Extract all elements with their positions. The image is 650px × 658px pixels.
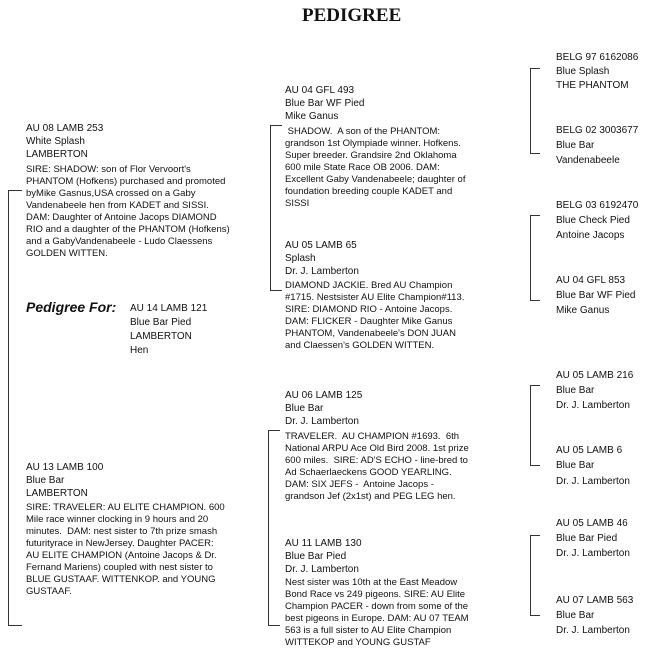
bracket-ds-bottom bbox=[530, 465, 540, 466]
ggp-4-color: Blue Bar WF Pied bbox=[556, 290, 636, 301]
bracket-dd-top bbox=[530, 535, 540, 536]
bracket-ss bbox=[530, 68, 531, 153]
dam-sire-description: TRAVELER. AU CHAMPION #1693. 6th National ARPU Ace Old Bird 2008. 1st prize 600 miles. SIRE: AD'S ECHO - line-bred to Ad Schaerlaeckens GOOD YEARLING. DAM: SIX JEFS - Antoine Jacops - grandson Jef (2x1st) and PEG LEG hen. bbox=[285, 431, 469, 502]
ggp-5-color: Blue Bar bbox=[556, 385, 595, 396]
ggp-7-id: AU 05 LAMB 46 bbox=[556, 518, 628, 529]
ggp-1-id: BELG 97 6162086 bbox=[556, 52, 639, 63]
sire-color: White Splash bbox=[26, 136, 85, 147]
ggp-2-id: BELG 02 3003677 bbox=[556, 125, 639, 136]
ggp-3-color: Blue Check Pied bbox=[556, 215, 630, 226]
subject-id: AU 14 LAMB 121 bbox=[130, 303, 208, 314]
bracket-sd-bottom bbox=[530, 300, 540, 301]
sire-sire-color: Blue Bar WF Pied bbox=[285, 98, 365, 109]
bracket-subject-bottom bbox=[8, 625, 22, 626]
dam-color: Blue Bar bbox=[26, 475, 65, 486]
sire-breeder: LAMBERTON bbox=[26, 149, 88, 160]
bracket-ds-top bbox=[530, 385, 540, 386]
dam-description: SIRE: TRAVELER: AU ELITE CHAMPION. 600 Mile race winner clocking in 9 hours and 20 minutes. DAM: nest sister to 7th prize smash futurityrace in NewJersey. Daughter PACER: AU ELITE CHAMPION (Antoine Jacops & Dr. Fernand Mariens) coupled with nest sister to BLUE GUSTAAF. WITTENKOP. and YOUNG GUSTAAF. bbox=[26, 502, 225, 597]
ggp-8-color: Blue Bar bbox=[556, 610, 595, 621]
ggp-8-breeder: Dr. J. Lamberton bbox=[556, 625, 630, 636]
bracket-dam bbox=[268, 430, 269, 625]
bracket-sd bbox=[530, 215, 531, 300]
ggp-5-breeder: Dr. J. Lamberton bbox=[556, 400, 630, 411]
page-title: PEDIGREE bbox=[302, 5, 402, 26]
sire-description: SIRE: SHADOW: son of Flor Vervoort's PHANTOM (Hofkens) purchased and promoted byMike Gasnus,USA crossed on a Gaby Vandenabeele hen from KADET and SISSI. DAM: Daughter of Antoine Jacops DIAMOND RIO and a daughter of the PHANTOM (Hofkens) and a GabyVandenabeele - Ludo Claessens GOLDEN WITTEN. bbox=[26, 164, 230, 259]
dam-breeder: LAMBERTON bbox=[26, 488, 88, 499]
dam-sire-id: AU 06 LAMB 125 bbox=[285, 390, 363, 401]
ggp-1-breeder: THE PHANTOM bbox=[556, 80, 629, 91]
ggp-4-breeder: Mike Ganus bbox=[556, 305, 610, 316]
ggp-7-color: Blue Bar Pied bbox=[556, 533, 618, 544]
ggp-2-color: Blue Bar bbox=[556, 140, 595, 151]
bracket-sire-bottom bbox=[270, 290, 282, 291]
bracket-sire bbox=[270, 125, 271, 290]
ggp-3-breeder: Antoine Jacops bbox=[556, 230, 625, 241]
ggp-2-breeder: Vandenabeele bbox=[556, 155, 620, 166]
ggp-6-color: Blue Bar bbox=[556, 460, 595, 471]
dam-dam-breeder: Dr. J. Lamberton bbox=[285, 564, 359, 575]
sire-dam-color: Splash bbox=[285, 253, 316, 264]
dam-dam-id: AU 11 LAMB 130 bbox=[285, 538, 362, 549]
sire-id: AU 08 LAMB 253 bbox=[26, 123, 104, 134]
subject-breeder: LAMBERTON bbox=[130, 331, 192, 342]
ggp-5-id: AU 05 LAMB 216 bbox=[556, 370, 634, 381]
bracket-sd-top bbox=[530, 215, 540, 216]
bracket-sire-top bbox=[270, 125, 282, 126]
sire-sire-id: AU 04 GFL 493 bbox=[285, 85, 355, 96]
ggp-8-id: AU 07 LAMB 563 bbox=[556, 595, 634, 606]
bracket-dd-bottom bbox=[530, 615, 540, 616]
dam-dam-color: Blue Bar Pied bbox=[285, 551, 347, 562]
ggp-4-id: AU 04 GFL 853 bbox=[556, 275, 626, 286]
bracket-subject bbox=[8, 190, 9, 625]
bracket-dam-top bbox=[268, 430, 280, 431]
ggp-3-id: BELG 03 6192470 bbox=[556, 200, 639, 211]
dam-sire-breeder: Dr. J. Lamberton bbox=[285, 416, 359, 427]
sire-dam-id: AU 05 LAMB 65 bbox=[285, 240, 357, 251]
subject-sex: Hen bbox=[130, 345, 149, 356]
dam-dam-description: Nest sister was 10th at the East Meadow Bond Race vs 249 pigeons. SIRE: AU Elite Champion PACER - down from some of the best pigeons in Europe. DAM: AU 07 TEAM 563 is a full sister to AU Elite Champion WITTEKOP and YOUNG GUSTAF bbox=[285, 577, 469, 648]
bracket-dam-bottom bbox=[268, 625, 280, 626]
ggp-7-breeder: Dr. J. Lamberton bbox=[556, 548, 630, 559]
bracket-subject-top bbox=[8, 190, 22, 191]
pedigree-for-label: Pedigree For: bbox=[26, 299, 117, 315]
subject-color: Blue Bar Pied bbox=[130, 317, 192, 328]
bracket-ds bbox=[530, 385, 531, 465]
bracket-ss-bottom bbox=[530, 153, 540, 154]
ggp-6-id: AU 05 LAMB 6 bbox=[556, 445, 623, 456]
ggp-1-color: Blue Splash bbox=[556, 66, 610, 77]
sire-sire-breeder: Mike Ganus bbox=[285, 111, 339, 122]
sire-sire-description: SHADOW. A son of the PHANTOM: grandson 1st Olympiade winner. Hofkens. Super breeder. Grandsire 2nd Oklahoma 600 mile State Race OB 2006. DAM: Excellent Gaby Vandenabeele; daughter of foundation breeding couple KADET and SISSI bbox=[285, 126, 466, 209]
dam-sire-color: Blue Bar bbox=[285, 403, 324, 414]
sire-dam-breeder: Dr. J. Lamberton bbox=[285, 266, 359, 277]
sire-dam-description: DIAMOND JACKIE. Bred AU Champion #1715. Nestsister AU Elite Champion#113. SIRE: DIAMOND RIO - Antoine Jacops. DAM: FLICKER - Daughter Mike Ganus PHANTOM, Vandenabeele's DON JUAN and Claessen's GOLDEN WITTEN. bbox=[285, 280, 465, 351]
dam-id: AU 13 LAMB 100 bbox=[26, 462, 104, 473]
ggp-6-breeder: Dr. J. Lamberton bbox=[556, 476, 630, 487]
bracket-dd bbox=[530, 535, 531, 615]
bracket-ss-top bbox=[530, 68, 540, 69]
